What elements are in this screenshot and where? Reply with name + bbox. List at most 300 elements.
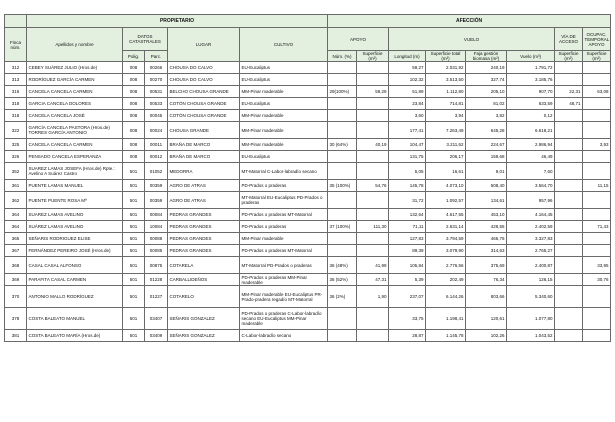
- table-row: [5, 257, 611, 274]
- parcela-cell: 00359: [145, 192, 168, 209]
- poligono-cell: 008: [123, 151, 145, 163]
- poligono-cell: 501: [123, 180, 145, 192]
- superficie-total-cell: 1.112,80: [426, 86, 466, 98]
- finca-cell: 318: [5, 110, 27, 122]
- cultivo-cell: PD-Prados o praderas: [240, 221, 328, 233]
- faja-cell: 120,61: [466, 308, 507, 330]
- superficie-total-cell: 2.031,92: [426, 62, 466, 74]
- vuelo-cell: 2.402,59: [507, 221, 555, 233]
- apoyo-num-cell: [328, 62, 357, 74]
- header-vuelo-m3: Vuelo (m³): [507, 51, 555, 62]
- longitud-cell: 5,39: [389, 274, 426, 286]
- poligono-cell: 501: [123, 245, 145, 257]
- parcela-cell: 03407: [145, 308, 168, 330]
- header-lugar: LUGAR: [168, 28, 240, 62]
- vuelo-cell: 7,60: [507, 163, 555, 180]
- cultivo-cell: EU-Eucaliptus: [240, 74, 328, 86]
- poligono-cell: 501: [123, 330, 145, 342]
- superficie-total-cell: 2.776,56: [426, 257, 466, 274]
- longitud-cell: 177,41: [389, 122, 426, 139]
- apoyo-num-cell: [328, 163, 357, 180]
- finca-cell: 364: [5, 209, 27, 221]
- cultivo-cell: PD-Prados o praderas MM-Pinar maderable: [240, 274, 328, 286]
- poligono-cell: 008: [123, 139, 145, 151]
- nombre-cell: CANCELA CANCELA JOSÉ: [27, 110, 123, 122]
- poligono-cell: 501: [123, 233, 145, 245]
- superficie-total-cell: 3,94: [426, 110, 466, 122]
- nombre-cell: CANCELA CANCELA CARMEN: [27, 86, 123, 98]
- longitud-cell: 105,84: [389, 257, 426, 274]
- apoyo-num-cell: [328, 192, 357, 209]
- poligono-cell: 501: [123, 257, 145, 274]
- apoyo-superficie-cell: [357, 192, 389, 209]
- vuelo-cell: 0,12: [507, 110, 555, 122]
- longitud-cell: 237,07: [389, 286, 426, 308]
- faja-cell: 76,34: [466, 274, 507, 286]
- cultivo-cell: PD-Prados o praderas: [240, 180, 328, 192]
- nombre-cell: FERNÁNDEZ PEREIRO JOSÉ (Hros.de): [27, 245, 123, 257]
- ocupac-cell: [583, 192, 611, 209]
- table-row: [5, 233, 611, 245]
- vuelo-cell: 2.986,94: [507, 139, 555, 151]
- via-acceso-cell: [555, 74, 583, 86]
- via-acceso-cell: [555, 163, 583, 180]
- vuelo-cell: 3.564,70: [507, 180, 555, 192]
- apoyo-superficie-cell: [357, 151, 389, 163]
- lugar-cell: BRAÑA DE MARCO: [168, 151, 240, 163]
- cultivo-cell: MT-Matorral EU-Eucaliptus PD-Prados o praderas: [240, 192, 328, 209]
- superficie-total-cell: 2.631,14: [426, 221, 466, 233]
- faja-cell: 466,76: [466, 233, 507, 245]
- parcela-cell: 00270: [145, 74, 168, 86]
- parcela-cell: 00084: [145, 209, 168, 221]
- lugar-cell: COTÓN CHOUSA GRANDE: [168, 98, 240, 110]
- header-cultivo: CULTIVO: [240, 28, 328, 62]
- finca-cell: 361: [5, 180, 27, 192]
- ocupac-cell: 33,95: [583, 257, 611, 274]
- cultivo-cell: C-Labor-labradío secano: [240, 330, 328, 342]
- parcela-cell: 01227: [145, 286, 168, 308]
- ocupac-cell: 3,93: [583, 139, 611, 151]
- vuelo-cell: 957,96: [507, 192, 555, 209]
- superficie-total-cell: 6.144,26: [426, 286, 466, 308]
- via-acceso-cell: [555, 308, 583, 330]
- afeccion-table: [4, 14, 611, 342]
- table-row: [5, 110, 611, 122]
- lugar-cell: COTARELO: [168, 286, 240, 308]
- finca-cell: 312: [5, 62, 27, 74]
- vuelo-cell: 6.618,21: [507, 122, 555, 139]
- cultivo-cell: MT-Matorral C-Labor-labradío secano: [240, 163, 328, 180]
- nombre-cell: SEÑARIS RODRIGUEZ ELISE: [27, 233, 123, 245]
- parcela-cell: 00012: [145, 151, 168, 163]
- faja-cell: 224,67: [466, 139, 507, 151]
- header-parcela: Parc.: [145, 51, 168, 62]
- superficie-total-cell: 714,81: [426, 98, 466, 110]
- lugar-cell: COTARELA: [168, 257, 240, 274]
- via-acceso-cell: [555, 257, 583, 274]
- finca-cell: 369: [5, 274, 27, 286]
- parcela-cell: 00531: [145, 86, 168, 98]
- table-row: [5, 62, 611, 74]
- poligono-cell: 008: [123, 110, 145, 122]
- superficie-total-cell: 3.513,50: [426, 74, 466, 86]
- via-acceso-cell: [555, 274, 583, 286]
- finca-cell: 352: [5, 163, 27, 180]
- poligono-cell: 501: [123, 221, 145, 233]
- nombre-cell: PUENTE LAMAS MANUEL: [27, 180, 123, 192]
- lugar-cell: AGRO DE ATRAS: [168, 192, 240, 209]
- poligono-cell: 008: [123, 86, 145, 98]
- header-empty: [5, 15, 27, 28]
- ocupac-cell: [583, 62, 611, 74]
- table-row: [5, 122, 611, 139]
- lugar-cell: PEDRAS GRANDES: [168, 233, 240, 245]
- longitud-cell: 104,47: [389, 139, 426, 151]
- lugar-cell: AGRO DE ATRAS: [168, 180, 240, 192]
- faja-cell: 3,82: [466, 110, 507, 122]
- faja-cell: 428,55: [466, 221, 507, 233]
- poligono-cell: 501: [123, 308, 145, 330]
- via-acceso-cell: [555, 233, 583, 245]
- table-row: [5, 86, 611, 98]
- apoyo-superficie-cell: [357, 233, 389, 245]
- table-row: [5, 98, 611, 110]
- vuelo-cell: 126,15: [507, 274, 555, 286]
- nombre-cell: SUÁREZ LAMAS AVELINO: [27, 221, 123, 233]
- apoyo-superficie-cell: 111,30: [357, 221, 389, 233]
- superficie-total-cell: 4.073,10: [426, 180, 466, 192]
- parcela-cell: 00085: [145, 245, 168, 257]
- ocupac-cell: [583, 233, 611, 245]
- longitud-cell: 145,78: [389, 180, 426, 192]
- via-acceso-cell: [555, 245, 583, 257]
- parcela-cell: 01228: [145, 274, 168, 286]
- apoyo-superficie-cell: [357, 209, 389, 221]
- parcela-cell: 00359: [145, 180, 168, 192]
- table-row: [5, 180, 611, 192]
- apoyo-superficie-cell: 59,29: [357, 86, 389, 98]
- nombre-cell: PARAFITA CASAL CARMEN: [27, 274, 123, 286]
- apoyo-num-cell: [328, 110, 357, 122]
- via-acceso-cell: [555, 209, 583, 221]
- apoyo-superficie-cell: 47,31: [357, 274, 389, 286]
- via-acceso-cell: [555, 151, 583, 163]
- apoyo-num-cell: 35 (100%): [328, 180, 357, 192]
- ocupac-cell: [583, 209, 611, 221]
- table-row: [5, 209, 611, 221]
- table-row: [5, 330, 611, 342]
- apoyo-num-cell: [328, 209, 357, 221]
- longitud-cell: 3,60: [389, 110, 426, 122]
- ocupac-cell: [583, 74, 611, 86]
- faja-cell: 205,10: [466, 86, 507, 98]
- vuelo-cell: 1.077,80: [507, 308, 555, 330]
- via-acceso-cell: [555, 139, 583, 151]
- longitud-cell: 5,05: [389, 163, 426, 180]
- nombre-cell: PENSADO CANCELA ESPERANZA: [27, 151, 123, 163]
- poligono-cell: 501: [123, 209, 145, 221]
- via-acceso-cell: [555, 62, 583, 74]
- nombre-cell: CASAL CASAL ALFONSO: [27, 257, 123, 274]
- nombre-cell: GARCIA CANCELA DOLORES: [27, 98, 123, 110]
- superficie-total-cell: 4.617,55: [426, 209, 466, 221]
- faja-cell: 645,28: [466, 122, 507, 139]
- apoyo-num-cell: 30 (64%): [328, 139, 357, 151]
- faja-cell: 453,10: [466, 209, 507, 221]
- parcela-cell: 00011: [145, 139, 168, 151]
- cultivo-cell: MT-Matorral PD-Prados o praderas: [240, 257, 328, 274]
- apoyo-num-cell: 29(100%): [328, 86, 357, 98]
- finca-cell: 316: [5, 86, 27, 98]
- finca-cell: 322: [5, 122, 27, 139]
- table-row: [5, 151, 611, 163]
- apoyo-superficie-cell: 40,19: [357, 139, 389, 151]
- ocupac-cell: [583, 98, 611, 110]
- lugar-cell: CARBALLIDEÑOS: [168, 274, 240, 286]
- longitud-cell: 31,72: [389, 192, 426, 209]
- faja-cell: 159,68: [466, 151, 507, 163]
- table-row: [5, 139, 611, 151]
- table-row: [5, 74, 611, 86]
- table-row: [5, 274, 611, 286]
- longitud-cell: 71,11: [389, 221, 426, 233]
- table-row: [5, 308, 611, 330]
- faja-cell: 508,40: [466, 180, 507, 192]
- lugar-cell: CHOUSA GRANDE: [168, 122, 240, 139]
- finca-cell: 326: [5, 151, 27, 163]
- header-ocupac: OCUPAC. TEMPORAL APOYO: [583, 28, 611, 51]
- header-poligono: Polig.: [123, 51, 145, 62]
- header-afeccion: AFECCIÓN: [328, 15, 611, 28]
- cultivo-cell: EU-Eucaliptus: [240, 151, 328, 163]
- finca-cell: 370: [5, 286, 27, 308]
- ocupac-cell: 71,43: [583, 221, 611, 233]
- nombre-cell: CEBEY SUÁREZ JULIO (Hros.de): [27, 62, 123, 74]
- nombre-cell: SUAREZ LAMAS JOSEFA (Hros.de) Rpte.: Avelino A Suárez Castro: [27, 163, 123, 180]
- apoyo-num-cell: 36 (2%): [328, 286, 357, 308]
- apoyo-superficie-cell: 1,90: [357, 286, 389, 308]
- faja-cell: 9,01: [466, 163, 507, 180]
- ocupac-cell: 30,76: [583, 274, 611, 286]
- cultivo-cell: PD-Prados o praderas MT-Matorral: [240, 245, 328, 257]
- superficie-total-cell: 206,17: [426, 151, 466, 163]
- header-via-acceso: VÍA DE ACCESO: [555, 28, 583, 51]
- apoyo-superficie-cell: [357, 74, 389, 86]
- superficie-total-cell: 3.211,62: [426, 139, 466, 151]
- lugar-cell: CHOUSA DO CALVO: [168, 62, 240, 74]
- superficie-total-cell: 7.263,49: [426, 122, 466, 139]
- apoyo-superficie-cell: [357, 330, 389, 342]
- cultivo-cell: PD-Prados o praderas MT-Matorral: [240, 209, 328, 221]
- longitud-cell: 59,27: [389, 62, 426, 74]
- apoyo-num-cell: [328, 151, 357, 163]
- apoyo-superficie-cell: [357, 62, 389, 74]
- poligono-cell: 008: [123, 74, 145, 86]
- via-acceso-cell: [555, 180, 583, 192]
- table-body: [5, 62, 611, 342]
- vuelo-cell: 3.327,83: [507, 233, 555, 245]
- nombre-cell: SUAREZ LAMAS AVELINO: [27, 209, 123, 221]
- ocupac-cell: [583, 110, 611, 122]
- apoyo-superficie-cell: [357, 98, 389, 110]
- superficie-total-cell: 3.079,90: [426, 245, 466, 257]
- finca-cell: 318: [5, 98, 27, 110]
- poligono-cell: 008: [123, 98, 145, 110]
- cultivo-cell: MM-Pinar maderable: [240, 233, 328, 245]
- parcela-cell: 00875: [145, 257, 168, 274]
- ocupac-cell: 63,08: [583, 86, 611, 98]
- header-apoyo-superficie: Superficie (m²): [357, 51, 389, 62]
- cultivo-cell: MM-Pinar maderable: [240, 139, 328, 151]
- nombre-cell: PUENTE PUENTE ROSA Mª: [27, 192, 123, 209]
- vuelo-cell: 2.400,87: [507, 257, 555, 274]
- header-apoyo: APOYO: [328, 28, 389, 51]
- ocupac-cell: [583, 163, 611, 180]
- superficie-total-cell: 1.092,57: [426, 192, 466, 209]
- header-ocup-superficie: Superficie (m²): [583, 51, 611, 62]
- afeccion-sheet: [4, 14, 610, 342]
- parcela-cell: 01052: [145, 163, 168, 180]
- finca-cell: 381: [5, 330, 27, 342]
- poligono-cell: 501: [123, 192, 145, 209]
- table-row: [5, 192, 611, 209]
- header-longitud: Longitud (m): [389, 51, 426, 62]
- longitud-cell: 102,32: [389, 74, 426, 86]
- faja-cell: 327,74: [466, 74, 507, 86]
- table-row: [5, 286, 611, 308]
- parcela-cell: 00045: [145, 110, 168, 122]
- longitud-cell: 23,84: [389, 98, 426, 110]
- cultivo-cell: MM-Pinar maderable: [240, 122, 328, 139]
- apoyo-num-cell: [328, 245, 357, 257]
- apoyo-num-cell: [328, 98, 357, 110]
- nombre-cell: RODRÍGUEZ GARCÍA CARMEN: [27, 74, 123, 86]
- faja-cell: 314,63: [466, 245, 507, 257]
- longitud-cell: 132,64: [389, 209, 426, 221]
- via-acceso-cell: [555, 330, 583, 342]
- table-row: [5, 221, 611, 233]
- superficie-total-cell: 1.145,78: [426, 330, 466, 342]
- longitud-cell: 131,75: [389, 151, 426, 163]
- faja-cell: 240,19: [466, 62, 507, 74]
- via-acceso-cell: 48,71: [555, 98, 583, 110]
- faja-cell: 102,26: [466, 330, 507, 342]
- faja-cell: 134,61: [466, 192, 507, 209]
- vuelo-cell: 46,49: [507, 151, 555, 163]
- apoyo-superficie-cell: [357, 163, 389, 180]
- apoyo-num-cell: 36 (48%): [328, 257, 357, 274]
- header-superficie-total: Superficie total (m²): [426, 51, 466, 62]
- parcela-cell: 00533: [145, 98, 168, 110]
- apoyo-num-cell: [328, 308, 357, 330]
- nombre-cell: COSTA BALEATO MARÍA (Hros.de): [27, 330, 123, 342]
- cultivo-cell: EU-Eucaliptus: [240, 62, 328, 74]
- finca-cell: 368: [5, 257, 27, 274]
- nombre-cell: CANCELA CANCELA CARMEN: [27, 139, 123, 151]
- header-faja-gestion: Faja gestión biomasa (m²): [466, 51, 507, 62]
- via-acceso-cell: 22,31: [555, 86, 583, 98]
- faja-cell: 803,66: [466, 286, 507, 308]
- superficie-total-cell: 3.794,59: [426, 233, 466, 245]
- apoyo-superficie-cell: [357, 308, 389, 330]
- apoyo-superficie-cell: 54,76: [357, 180, 389, 192]
- faja-cell: 375,69: [466, 257, 507, 274]
- vuelo-cell: 1.791,72: [507, 62, 555, 74]
- cultivo-cell: MM-Pinar maderable: [240, 86, 328, 98]
- apoyo-num-cell: [328, 233, 357, 245]
- superficie-total-cell: 202,49: [426, 274, 466, 286]
- lugar-cell: SEÑARIS GONZALEZ: [168, 308, 240, 330]
- ocupac-cell: [583, 245, 611, 257]
- lugar-cell: CHOUSA DO CALVO: [168, 74, 240, 86]
- poligono-cell: 008: [123, 62, 145, 74]
- longitud-cell: 51,89: [389, 86, 426, 98]
- poligono-cell: 501: [123, 286, 145, 308]
- vuelo-cell: 907,70: [507, 86, 555, 98]
- via-acceso-cell: [555, 192, 583, 209]
- table-header: [5, 15, 611, 62]
- header-apellidos: Apellidos y nombre: [27, 28, 123, 62]
- lugar-cell: SEÑARIS GONZALEZ: [168, 330, 240, 342]
- parcela-cell: 10084: [145, 221, 168, 233]
- cultivo-cell: EU-Eucaliptus: [240, 98, 328, 110]
- lugar-cell: PEDRAS GRANDES: [168, 221, 240, 233]
- vuelo-cell: 2.765,27: [507, 245, 555, 257]
- table-row: [5, 245, 611, 257]
- apoyo-num-cell: [328, 74, 357, 86]
- finca-cell: 313: [5, 74, 27, 86]
- ocupac-cell: [583, 286, 611, 308]
- longitud-cell: 28,87: [389, 330, 426, 342]
- parcela-cell: 00266: [145, 62, 168, 74]
- ocupac-cell: [583, 308, 611, 330]
- superficie-total-cell: 1.198,41: [426, 308, 466, 330]
- apoyo-superficie-cell: [357, 110, 389, 122]
- parcela-cell: 00024: [145, 122, 168, 139]
- vuelo-cell: 1.043,52: [507, 330, 555, 342]
- ocupac-cell: [583, 330, 611, 342]
- longitud-cell: 33,75: [389, 308, 426, 330]
- header-finca-num: Finca núm.: [5, 28, 27, 62]
- cultivo-cell: PD-Prados o praderas C-Labor-labradío secano EU-Eucaliptus MM-Pinar maderable: [240, 308, 328, 330]
- finca-cell: 325: [5, 139, 27, 151]
- parcela-cell: 00088: [145, 233, 168, 245]
- apoyo-superficie-cell: [357, 245, 389, 257]
- nombre-cell: COSTA BALEATO MANUEL: [27, 308, 123, 330]
- poligono-cell: 501: [123, 163, 145, 180]
- ocupac-cell: [583, 151, 611, 163]
- vuelo-cell: 633,59: [507, 98, 555, 110]
- via-acceso-cell: [555, 286, 583, 308]
- apoyo-superficie-cell: 41,99: [357, 257, 389, 274]
- apoyo-num-cell: [328, 122, 357, 139]
- lugar-cell: BRAÑA DE MARCO: [168, 139, 240, 151]
- longitud-cell: 89,39: [389, 245, 426, 257]
- finca-cell: 362: [5, 192, 27, 209]
- nombre-cell: GARCÍA CANCELA PASTORA (Hros.de) TORRES GARCÍA ANTONIO: [27, 122, 123, 139]
- parcela-cell: 03409: [145, 330, 168, 342]
- header-num-pct: Núm. (%): [328, 51, 357, 62]
- via-acceso-cell: [555, 122, 583, 139]
- table-row: [5, 163, 611, 180]
- apoyo-superficie-cell: [357, 122, 389, 139]
- apoyo-num-cell: [328, 330, 357, 342]
- nombre-cell: ANTONIO MALLO RODRÍGUEZ: [27, 286, 123, 308]
- apoyo-num-cell: 36 (52%): [328, 274, 357, 286]
- header-datos-catastrales: DATOS CATASTRALES: [123, 28, 168, 51]
- ocupac-cell: 11,15: [583, 180, 611, 192]
